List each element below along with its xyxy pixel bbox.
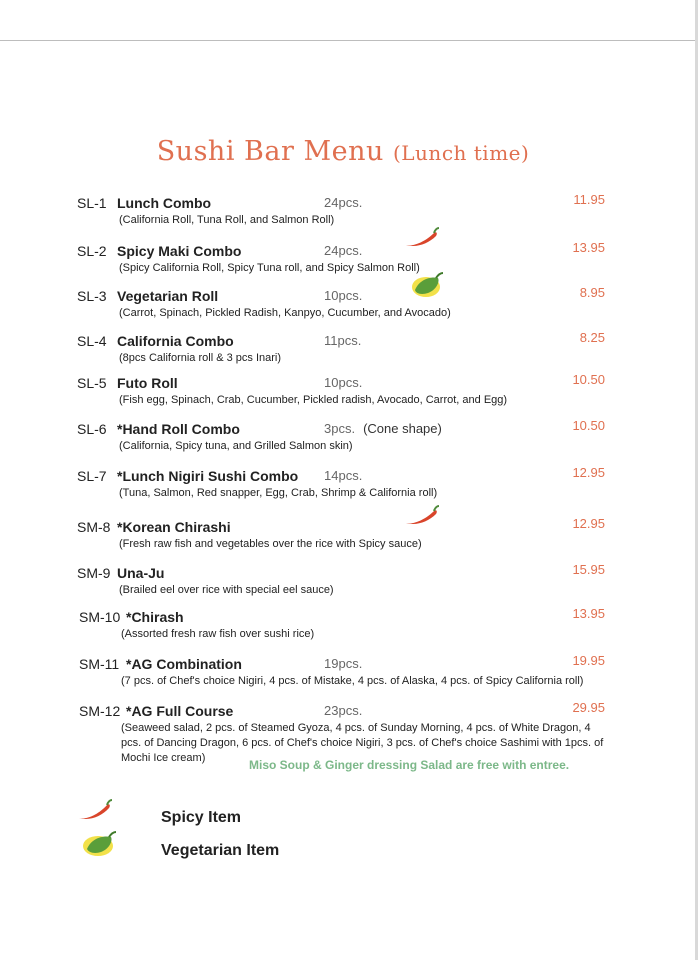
item-code: SL-2 bbox=[77, 243, 107, 259]
item-name: *AG Combination bbox=[126, 656, 242, 672]
item-name: *Lunch Nigiri Sushi Combo bbox=[117, 468, 299, 484]
item-code: SM-9 bbox=[77, 565, 111, 581]
legend-spicy-label: Spicy Item bbox=[161, 809, 242, 826]
item-pieces-count: 3pcs. bbox=[324, 421, 356, 436]
item-code: SM-12 bbox=[79, 703, 121, 719]
item-name: *AG Full Course bbox=[126, 703, 234, 719]
menu-title-sub: (Lunch time) bbox=[392, 141, 530, 165]
item-name: Spicy Maki Combo bbox=[117, 243, 242, 259]
item-price: 13.95 bbox=[572, 606, 605, 621]
item-name: Una-Ju bbox=[117, 565, 165, 581]
item-code: SL-3 bbox=[77, 288, 107, 304]
item-name: Vegetarian Roll bbox=[117, 288, 219, 304]
item-description: (Spicy California Roll, Spicy Tuna roll, and Spicy Salmon Roll) bbox=[119, 262, 420, 274]
item-code: SM-8 bbox=[77, 519, 111, 535]
item-price: 8.25 bbox=[579, 330, 605, 345]
item-name: Lunch Combo bbox=[117, 195, 212, 211]
item-description: (Carrot, Spinach, Pickled Radish, Kanpyo, Cucumber, and Avocado) bbox=[119, 307, 451, 319]
free-sides-note: Miso Soup & Ginger dressing Salad are free with entree. bbox=[249, 758, 570, 772]
item-description: (7 pcs. of Chef's choice Nigiri, 4 pcs. of Mistake, 4 pcs. of Alaska, 4 pcs. of Spicy California roll) bbox=[121, 675, 584, 687]
item-pieces: 24pcs. bbox=[324, 195, 363, 210]
item-description: (Fish egg, Spinach, Crab, Cucumber, Pickled radish, Avocado, Carrot, and Egg) bbox=[119, 394, 508, 406]
item-price: 10.50 bbox=[572, 418, 605, 433]
item-price: 19.95 bbox=[572, 653, 605, 668]
page-top-border bbox=[0, 0, 698, 41]
item-description: (Fresh raw fish and vegetables over the rice with Spicy sauce) bbox=[119, 538, 422, 550]
item-pieces: 19pcs. bbox=[324, 656, 363, 671]
item-name: *Chirash bbox=[126, 609, 184, 625]
item-description: (California, Spicy tuna, and Grilled Salmon skin) bbox=[119, 440, 353, 452]
item-pieces bbox=[324, 421, 442, 436]
item-pieces: 24pcs. bbox=[324, 243, 363, 258]
item-pieces: 11pcs. bbox=[324, 333, 362, 348]
red-chili-pepper-icon bbox=[404, 227, 440, 249]
item-description: (Brailed eel over rice with special eel sauce) bbox=[119, 584, 334, 596]
item-price: 10.50 bbox=[572, 372, 605, 387]
item-code: SL-5 bbox=[77, 375, 107, 391]
menu-title-main: Sushi Bar Menu bbox=[156, 136, 384, 167]
green-pepper-icon bbox=[78, 828, 120, 858]
item-price: 29.95 bbox=[572, 700, 605, 715]
item-description: (California Roll, Tuna Roll, and Salmon Roll) bbox=[119, 214, 335, 226]
item-pieces-note: (Cone shape) bbox=[363, 421, 442, 436]
item-name: Futo Roll bbox=[117, 375, 178, 391]
item-description: (8pcs California roll & 3 pcs Inari) bbox=[119, 352, 282, 364]
item-pieces: 10pcs. bbox=[324, 288, 363, 303]
item-description: (Seaweed salad, 2 pcs. of Steamed Gyoza, 4 pcs. of Sunday Morning, 4 pcs. of White Dragon, 4 pcs. of Dancing Dragon, 6 pcs. of Chef's choice Nigiri, 3 pcs. of Chef's choice Sashimi with 1pcs. of Mochi Ice cream) bbox=[121, 722, 604, 764]
green-pepper-icon bbox=[406, 270, 446, 298]
red-chili-pepper-icon bbox=[404, 505, 440, 527]
item-price: 12.95 bbox=[572, 465, 605, 480]
item-name: *Hand Roll Combo bbox=[117, 421, 240, 437]
item-price: 15.95 bbox=[572, 562, 605, 577]
item-code: SL-1 bbox=[77, 195, 107, 211]
item-pieces: 10pcs. bbox=[324, 375, 363, 390]
item-name: California Combo bbox=[117, 333, 234, 349]
item-price: 11.95 bbox=[573, 192, 605, 207]
item-code: SL-4 bbox=[77, 333, 107, 349]
item-price: 13.95 bbox=[572, 240, 605, 255]
legend-vegetarian-label: Vegetarian Item bbox=[161, 842, 280, 859]
item-pieces: 14pcs. bbox=[324, 468, 363, 483]
item-pieces: 23pcs. bbox=[324, 703, 363, 718]
item-price: 8.95 bbox=[579, 285, 605, 300]
item-description: (Tuna, Salmon, Red snapper, Egg, Crab, Shrimp & California roll) bbox=[119, 487, 438, 499]
menu-title bbox=[0, 136, 686, 167]
item-code: SM-10 bbox=[79, 609, 121, 625]
item-price: 12.95 bbox=[572, 516, 605, 531]
item-code: SL-6 bbox=[77, 421, 107, 437]
item-description: (Assorted fresh raw fish over sushi rice) bbox=[121, 628, 315, 640]
item-name: *Korean Chirashi bbox=[117, 519, 231, 535]
red-chili-pepper-icon bbox=[77, 798, 113, 822]
item-code: SL-7 bbox=[77, 468, 107, 484]
item-code: SM-11 bbox=[79, 656, 120, 672]
